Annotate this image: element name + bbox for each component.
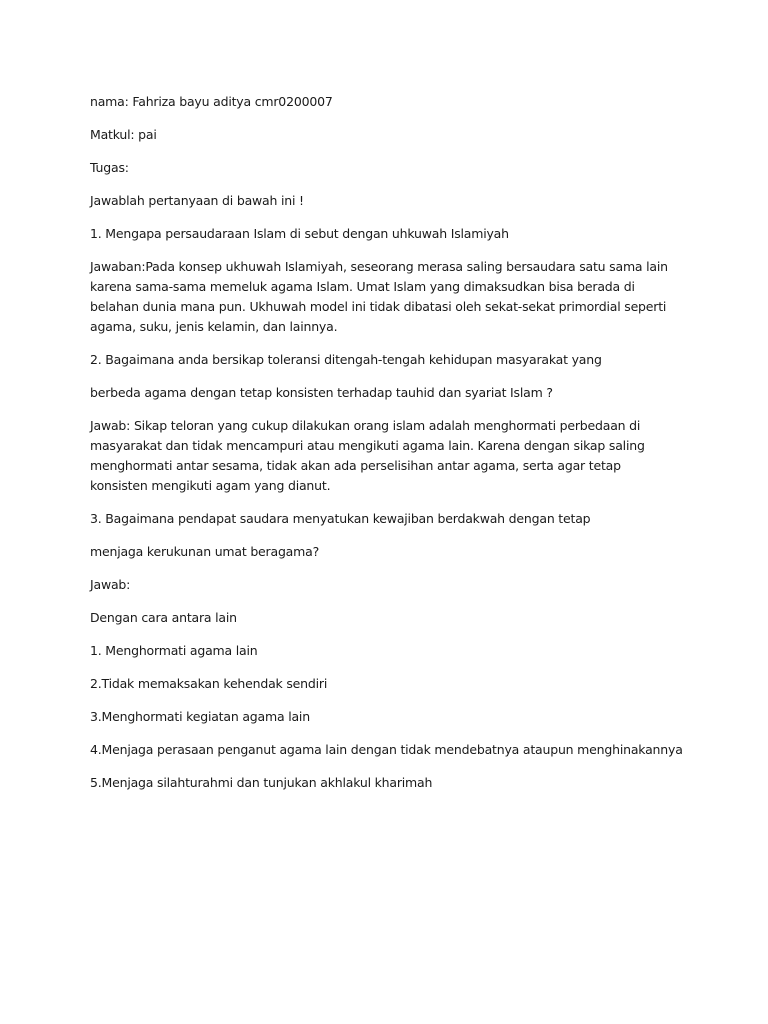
course-line: Matkul: pai xyxy=(90,127,157,142)
question-3-line-2: menjaga kerukunan umat beragama? xyxy=(90,544,320,559)
answer-3-intro: Dengan cara antara lain xyxy=(90,610,237,625)
answer-3-point-5: 5.Menjaga silahturahmi dan tunjukan akhlakul kharimah xyxy=(90,775,433,790)
answer-1: Jawaban:Pada konsep ukhuwah Islamiyah, seseorang merasa saling bersaudara satu sama lain karena sama-sama memeluk agama Islam. Umat Islam yang dimaksudkan bisa berada di belahan dunia mana pun. Ukhuwah model ini tidak dibatasi oleh sekat-sekat primordial seperti agama, suku, jenis kelamin, dan lainnya. xyxy=(90,259,668,334)
student-name-line: nama: Fahriza bayu aditya cmr0200007 xyxy=(90,94,333,109)
answer-3-point-3: 3.Menghormati kegiatan agama lain xyxy=(90,709,310,724)
question-2-line-1: 2. Bagaimana anda bersikap toleransi ditengah-tengah kehidupan masyarakat yang xyxy=(90,352,602,367)
answer-3-point-1: 1. Menghormati agama lain xyxy=(90,643,258,658)
answer-3-label: Jawab: xyxy=(90,577,131,592)
instruction-line: Jawablah pertanyaan di bawah ini ! xyxy=(90,193,304,208)
document-body xyxy=(90,92,683,806)
answer-3-point-2: 2.Tidak memaksakan kehendak sendiri xyxy=(90,676,328,691)
question-1: 1. Mengapa persaudaraan Islam di sebut dengan uhkuwah Islamiyah xyxy=(90,226,509,241)
answer-2: Jawab: Sikap teloran yang cukup dilakukan orang islam adalah menghormati perbedaan di masyarakat dan tidak mencampuri atau mengikuti agama lain. Karena dengan sikap saling menghormati antar sesama, tidak akan ada perselisihan antar agama, serta agar tetap konsisten mengikuti agam yang dianut. xyxy=(90,418,645,493)
question-3-line-1: 3. Bagaimana pendapat saudara menyatukan kewajiban berdakwah dengan tetap xyxy=(90,511,591,526)
assignment-label: Tugas: xyxy=(90,160,129,175)
question-2-line-2: berbeda agama dengan tetap konsisten terhadap tauhid dan syariat Islam ? xyxy=(90,385,553,400)
answer-3-point-4: 4.Menjaga perasaan penganut agama lain dengan tidak mendebatnya ataupun menghinakannya xyxy=(90,742,683,757)
